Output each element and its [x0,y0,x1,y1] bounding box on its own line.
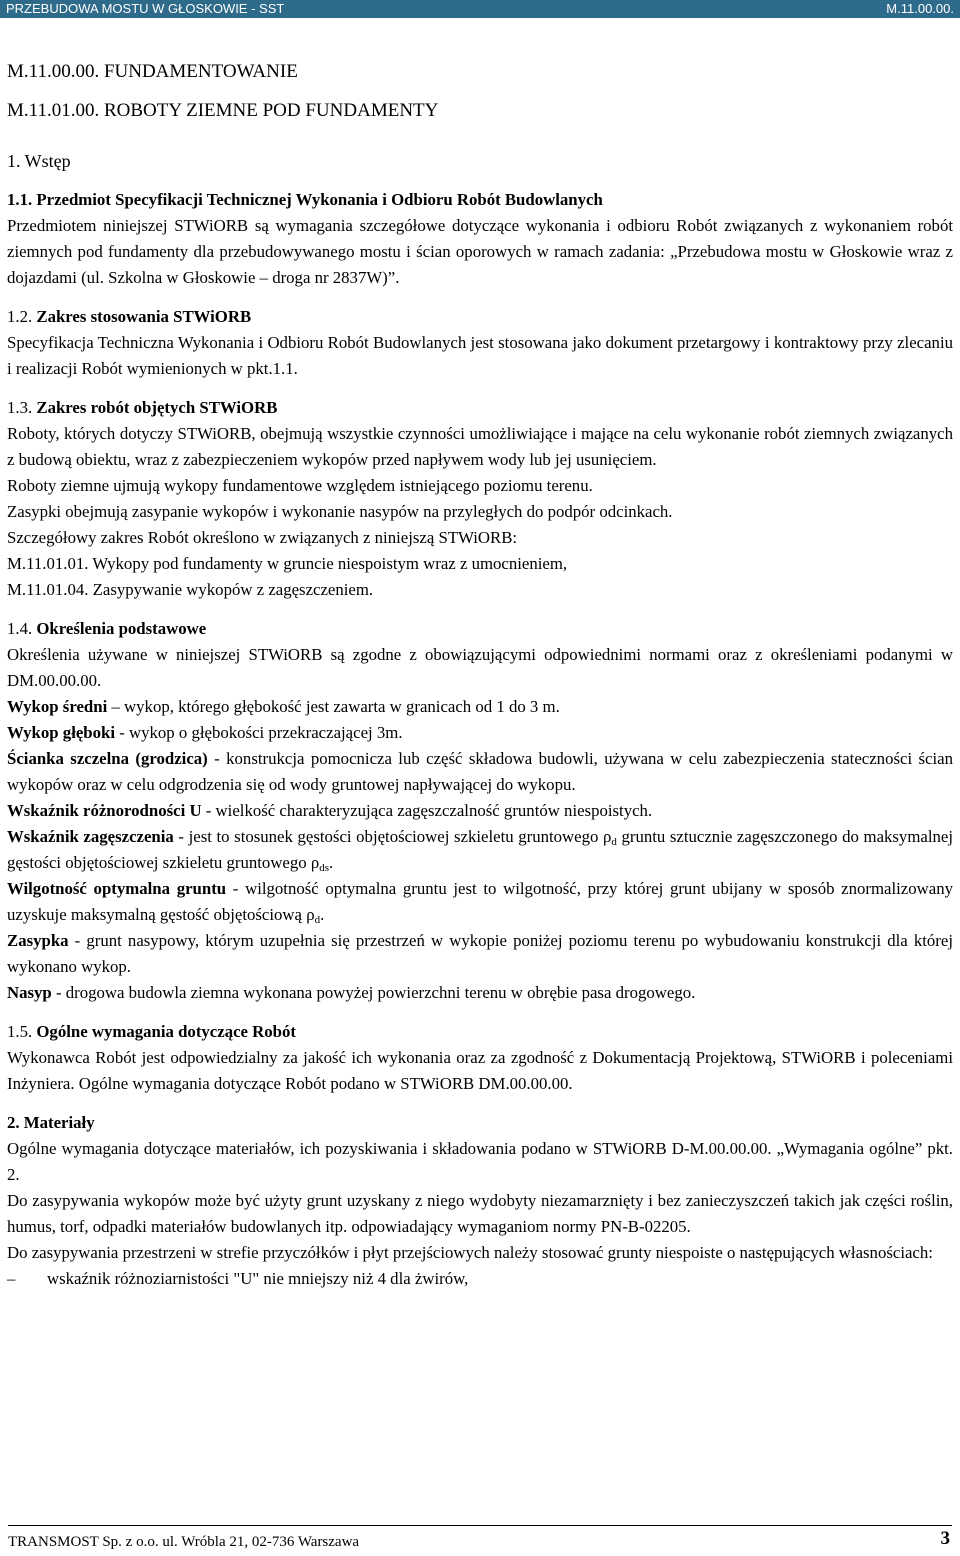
section-number: 1.5. [7,1022,33,1041]
subscript: ds [319,862,330,874]
subscript: d [314,914,321,926]
section-title: Określenia podstawowe [36,619,207,638]
definition-term: Wskaźnik zagęszczenia [7,827,174,846]
section-title: Ogólne wymagania dotyczące Robót [36,1022,296,1041]
definition-text: – wykop, którego głębokość jest zawarta w granicach od 1 do 3 m. [107,697,560,716]
paragraph: Roboty ziemne ujmują wykopy fundamentowe względem istniejącego poziomu terenu. [7,476,593,495]
section-1-1-heading: 1.1. Przedmiot Specyfikacji Technicznej Wykonania i Odbioru Robót Budowlanych [7,190,603,209]
definition-text: - wielkość charakteryzująca zagęszczalność gruntów niespoistych. [201,801,653,820]
section-1-1-body: Przedmiotem niniejszej STWiORB są wymagania szczegółowe dotyczące wykonania i odbioru Robót związanych z wykonaniem robót ziemnych pod fundamenty dla przebudowywanego mostu i ścian oporowych w ramach zadania: „Przebudowa mostu w Głoskowie wraz z dojazdami (ul. Szkolna w Głoskowie – droga nr 2837W)”. [7,216,953,287]
page-header [0,0,960,18]
paragraph: Roboty, których dotyczy STWiORB, obejmują wszystkie czynności umożliwiające i mające na celu wykonanie robót ziemnych związanych z budową obiektu, wraz z zabezpieczeniem wykopów przed napływem wody lub jej usunięciem. [7,424,953,469]
definition-term: Wilgotność optymalna gruntu [7,879,227,898]
page-footer [8,1525,952,1556]
dash-bullet: – [7,1269,16,1288]
header-title: PRZEBUDOWA MOSTU W GŁOSKOWIE - SST [6,1,285,16]
definition-term: Wykop głęboki [7,723,116,742]
section-number: 1.4. [7,619,33,638]
definition-term: Ścianka szczelna (grodzica) [7,749,208,768]
section-title: Zakres robót objętych STWiORB [36,398,278,417]
definition [7,720,953,746]
list-item-text: wskaźnik różnoziarnistości "U" nie mniejszy niż 4 dla żwirów, [47,1269,469,1288]
header-code: M.11.00.00. [886,1,954,16]
paragraph: Szczegółowy zakres Robót określono w związanych z niniejszą STWiORB: [7,528,518,547]
definition [7,980,953,1006]
document-title: M.11.00.00. FUNDAMENTOWANIE [7,61,298,82]
definition [7,824,953,876]
section-number: 1.2. [7,307,33,326]
section-title: Zakres stosowania STWiORB [36,307,252,326]
page-number: 3 [940,1528,950,1549]
definition [7,694,953,720]
definition-text: . [320,905,325,924]
section-1-4-heading [7,616,953,642]
paragraph: Określenia używane w niniejszej STWiORB są zgodne z obowiązującymi odpowiednimi normami oraz z określeniami podanymi w DM.00.00.00. [7,645,953,690]
paragraph: M.11.01.04. Zasypywanie wykopów z zagęszczeniem. [7,580,374,599]
section-1-5-heading [7,1019,953,1045]
definition [7,876,953,928]
definition-text: gruntu sztucznie zagęszczonego do maksymalnej gęstości objętościowej szkieletu gruntowego ρ [7,827,953,872]
paragraph: Wykonawca Robót jest odpowiedzialny za jakość ich wykonania oraz za zgodność z Dokumentacją Projektową, STWiORB i poleceniami Inżyniera. Ogólne wymagania dotyczące Robót podano w STWiORB DM.00.00.00. [7,1048,953,1093]
paragraph: Do zasypywania przestrzeni w strefie przyczółków i płyt przejściowych należy stosować grunty niespoiste o następujących własnościach: [7,1243,933,1262]
definition-text: - drogowa budowla ziemna wykonana powyżej powierzchni terenu w obrębie pasa drogowego. [51,983,696,1002]
definition-text: - jest to stosunek gęstości objętościowej szkieletu gruntowego ρ [173,827,612,846]
definition-term: Zasypka [7,931,69,950]
section-2-heading: 2. Materiały [7,1113,95,1132]
definition-term: Wskaźnik różnorodności U [7,801,202,820]
definition-text: . [329,853,334,872]
definition [7,798,953,824]
list-item [7,1266,953,1292]
definition [7,746,953,798]
definition [7,928,953,980]
paragraph: M.11.01.01. Wykopy pod fundamenty w gruncie niespoistym wraz z umocnieniem, [7,554,568,573]
definition-term: Nasyp [7,983,52,1002]
document-body [7,50,953,1292]
definition-text: - konstrukcja pomocnicza lub część składowa budowli, używana w celu zabezpieczenia stateczności ścian wykopów oraz w celu odgrodzenia się od wody gruntowej napływającej do wykopu. [7,749,953,794]
subscript: d [611,836,617,848]
section-1-2-heading [7,304,953,330]
document-subtitle: M.11.01.00. ROBOTY ZIEMNE POD FUNDAMENTY [7,100,439,121]
section-1-2-body: Specyfikacja Techniczna Wykonania i Odbioru Robót Budowlanych jest stosowana jako dokument przetargowy i kontraktowy przy zlecaniu i realizacji Robót wymienionych w pkt.1.1. [7,333,953,378]
paragraph: Do zasypywania wykopów może być użyty grunt uzyskany z niego wydobyty niezamarznięty i bez zanieczyszczeń takich jak części roślin, humus, torf, odpadki materiałów budowlanych itp. odpowiadający wymaganiom normy PN-B-02205. [7,1191,953,1236]
definition-text: - grunt nasypowy, którym uzupełnia się przestrzeń w wykopie poniżej poziomu terenu po wybudowaniu konstrukcji dla której wykonano wykop. [7,931,953,976]
footer-company: TRANSMOST Sp. z o.o. ul. Wróbla 21, 02-736 Warszawa [8,1534,360,1550]
section-number: 1.3. [7,398,33,417]
paragraph: Zasypki obejmują zasypanie wykopów i wykonanie nasypów na przyległych do podpór odcinkach. [7,502,673,521]
definition-text: - wykop o głębokości przekraczającej 3m. [115,723,403,742]
section-1-heading: 1. Wstęp [7,151,71,171]
definition-term: Wykop średni [7,697,108,716]
definition-text: - wilgotność optymalna gruntu jest to wilgotność, przy której grunt ubijany w sposób znormalizowany uzyskuje maksymalną gęstość objętościową ρ [7,879,953,924]
section-1-3-heading [7,395,953,421]
paragraph: Ogólne wymagania dotyczące materiałów, ich pozyskiwania i składowania podano w STWiORB D-M.00.00.00. „Wymagania ogólne” pkt. 2. [7,1139,953,1184]
